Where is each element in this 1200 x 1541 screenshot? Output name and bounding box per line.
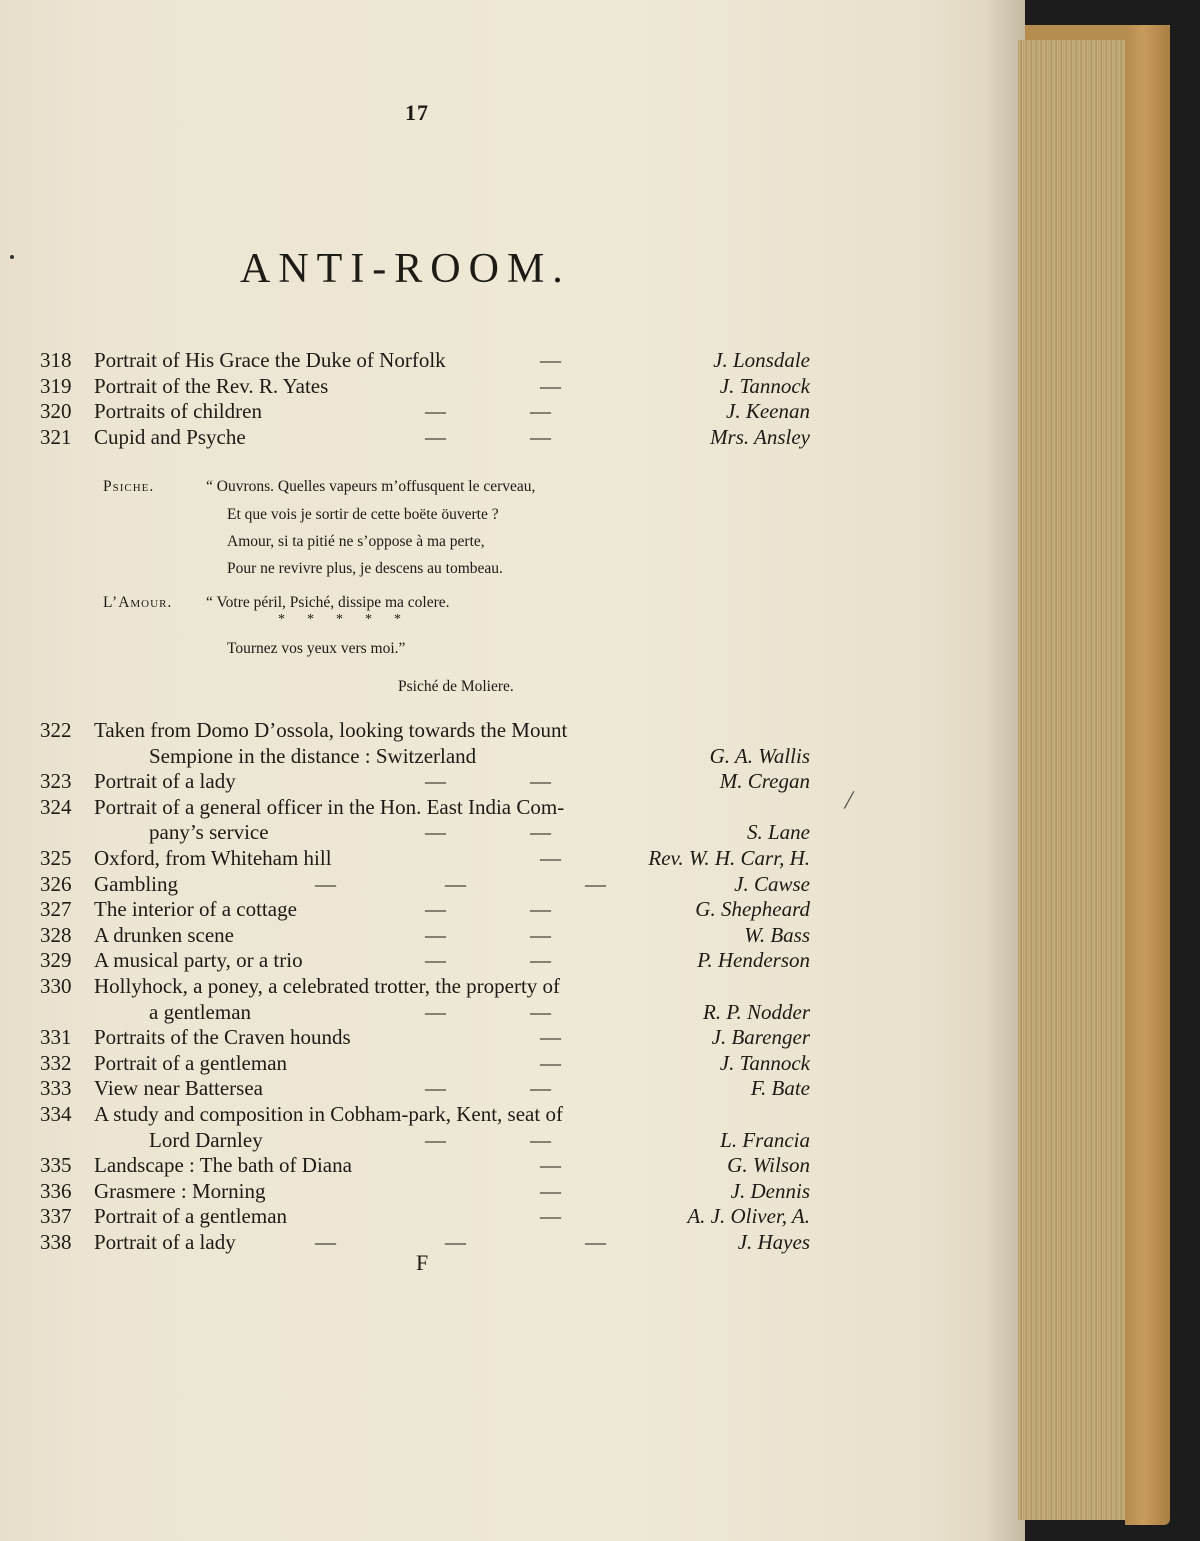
leader-dash: — (425, 922, 446, 947)
catalogue-entry (40, 744, 810, 770)
entry-number: 328 (40, 922, 72, 947)
entry-artist: F. Bate (750, 1076, 810, 1101)
entry-artist: W. Bass (744, 922, 810, 947)
leader-dash: — (530, 1076, 551, 1101)
entry-title: Portrait of a general officer in the Hon. East India Com- (94, 794, 565, 819)
entry-title: Portrait of a lady (94, 769, 236, 794)
entry-number: 325 (40, 845, 72, 870)
catalogue-entry (40, 820, 810, 846)
entry-artist: P. Henderson (697, 948, 810, 973)
entry-artist: M. Cregan (719, 769, 810, 794)
poem-line: Et que vois je sortir de cette boëte öuverte ? (227, 506, 499, 523)
leader-dash: — (530, 424, 551, 449)
leader-dash: — (530, 999, 551, 1024)
leader-dash: — (540, 1050, 561, 1075)
leader-dash: — (540, 1025, 561, 1050)
asterisk-ellipsis: ***** (278, 612, 423, 627)
entry-artist: A. J. Oliver, A. (687, 1204, 810, 1229)
entry-number: 331 (40, 1025, 72, 1050)
entry-title: A drunken scene (94, 922, 234, 947)
leader-dash: — (425, 948, 446, 973)
entry-title: Portrait of His Grace the Duke of Norfolk (94, 348, 446, 372)
catalogue-entry (40, 846, 810, 872)
leader-dash: — (530, 820, 551, 845)
section-title: ANTI-ROOM. (240, 246, 571, 292)
entry-artist: G. Shepheard (695, 897, 810, 922)
leader-dash: — (530, 897, 551, 922)
entry-title: Cupid and Psyche (94, 424, 246, 449)
catalogue-entry (40, 1025, 810, 1051)
entry-title: Landscape : The bath of Diana (94, 1153, 352, 1178)
catalogue-entry (40, 872, 810, 898)
catalogue-entry (40, 795, 810, 821)
page-number: 17 (405, 100, 429, 125)
entry-number: 329 (40, 948, 72, 973)
entry-artist: G. A. Wallis (709, 743, 810, 768)
entry-title: Gambling (94, 871, 178, 896)
entry-title: Grasmere : Morning (94, 1178, 266, 1203)
entry-number: 319 (40, 373, 72, 398)
entry-artist: J. Keenan (726, 399, 810, 424)
catalogue-entry (40, 974, 810, 1000)
entry-number: 326 (40, 871, 72, 896)
entry-number: 327 (40, 897, 72, 922)
entry-artist: Mrs. Ansley (710, 424, 810, 449)
poem-speaker: Psiche. (103, 478, 155, 495)
entry-number: 318 (40, 348, 72, 372)
catalogue-entry (40, 1102, 810, 1128)
leader-dash: — (540, 845, 561, 870)
poem-line: “ Ouvrons. Quelles vapeurs m’offusquent le cerveau, (206, 478, 536, 495)
poem-speaker: L’Amour. (103, 594, 173, 611)
margin-mark: / (842, 784, 856, 817)
entry-number: 321 (40, 424, 72, 449)
entry-title: Portrait of a lady (94, 1229, 236, 1254)
book-cover (1125, 25, 1170, 1525)
catalogue-entry (40, 1204, 810, 1230)
leader-dash: — (540, 348, 561, 372)
leader-dash: — (425, 820, 446, 845)
entry-number: 333 (40, 1076, 72, 1101)
leader-dash: — (425, 424, 446, 449)
leader-dash: — (425, 769, 446, 794)
entry-title: Portrait of a gentleman (94, 1050, 288, 1075)
leader-dash: — (315, 1229, 336, 1254)
entry-number: 332 (40, 1050, 72, 1075)
entry-number: 320 (40, 399, 72, 424)
entry-artist: Rev. W. H. Carr, H. (648, 845, 810, 870)
entry-artist: J. Dennis (730, 1178, 810, 1203)
catalogue-entry (40, 897, 810, 923)
poem-line: “ Votre péril, Psiché, dissipe ma colere. (206, 594, 450, 611)
leader-dash: — (425, 1127, 446, 1152)
leader-dash: — (445, 1229, 466, 1254)
page-fore-edge (1018, 40, 1130, 1520)
ink-dot (10, 255, 14, 259)
leader-dash: — (425, 399, 446, 424)
leader-dash: — (540, 1204, 561, 1229)
catalogue-entry (40, 1179, 810, 1205)
catalogue-entry (40, 718, 810, 744)
leader-dash: — (585, 871, 606, 896)
entry-artist: S. Lane (747, 820, 810, 845)
entry-number: 337 (40, 1204, 72, 1229)
entry-artist: J. Tannock (719, 373, 810, 398)
entry-title: Taken from Domo D’ossola, looking towards the Mount (94, 718, 568, 742)
catalogue-entry (40, 923, 810, 949)
entry-title: A study and composition in Cobham-park, Kent, seat of (94, 1101, 563, 1126)
poem-line: Pour ne revivre plus, je descens au tombeau. (227, 560, 503, 577)
entry-title: Lord Darnley (149, 1127, 263, 1152)
entry-title: The interior of a cottage (94, 897, 297, 922)
entry-title: Hollyhock, a poney, a celebrated trotter, the property of (94, 973, 561, 998)
entry-artist: J. Lonsdale (713, 348, 810, 372)
entry-title: Sempione in the distance : Switzerland (149, 743, 477, 768)
leader-dash: — (540, 1178, 561, 1203)
catalogue-list-b (40, 718, 810, 1255)
signature-mark: F (416, 1250, 429, 1275)
entry-artist: J. Barenger (711, 1025, 810, 1050)
catalogue-entry (40, 1128, 810, 1154)
leader-dash: — (425, 1076, 446, 1101)
entry-number: 334 (40, 1101, 72, 1126)
entry-number: 323 (40, 769, 72, 794)
leader-dash: — (540, 1153, 561, 1178)
entry-number: 324 (40, 794, 72, 819)
catalogue-entry (40, 1051, 810, 1077)
catalogue-entry (40, 425, 810, 451)
entry-title: A musical party, or a trio (94, 948, 303, 973)
poem-line: Tournez vos yeux vers moi.” (227, 640, 406, 657)
leader-dash: — (585, 1229, 606, 1254)
entry-title: View near Battersea (94, 1076, 263, 1101)
leader-dash: — (425, 897, 446, 922)
entry-number: 335 (40, 1153, 72, 1178)
entry-number: 338 (40, 1229, 72, 1254)
entry-title: pany’s service (149, 820, 269, 845)
leader-dash: — (445, 871, 466, 896)
catalogue-entry (40, 1000, 810, 1026)
catalogue-entry (40, 1076, 810, 1102)
entry-artist: G. Wilson (727, 1153, 810, 1178)
catalogue-entry (40, 374, 810, 400)
entry-title: Portraits of children (94, 399, 262, 424)
catalogue-entry (40, 1153, 810, 1179)
entry-artist: J. Hayes (737, 1229, 810, 1254)
entry-title: Portraits of the Craven hounds (94, 1025, 351, 1050)
catalogue-entry (40, 769, 810, 795)
entry-title: Portrait of the Rev. R. Yates (94, 373, 329, 398)
leader-dash: — (530, 769, 551, 794)
leader-dash: — (530, 922, 551, 947)
leader-dash: — (540, 373, 561, 398)
poem-line: Amour, si ta pitié ne s’oppose à ma perte, (227, 533, 485, 550)
poem-attribution: Psiché de Moliere. (398, 678, 514, 695)
entry-number: 336 (40, 1178, 72, 1203)
entry-title: a gentleman (149, 999, 252, 1024)
entry-artist: J. Cawse (734, 871, 810, 896)
catalogue-entry (40, 948, 810, 974)
entry-artist: J. Tannock (719, 1050, 810, 1075)
leader-dash: — (315, 871, 336, 896)
leader-dash: — (425, 999, 446, 1024)
entry-artist: R. P. Nodder (703, 999, 810, 1024)
catalogue-list-a (40, 348, 810, 450)
entry-artist: L. Francia (720, 1127, 810, 1152)
catalogue-entry (40, 399, 810, 425)
leader-dash: — (530, 948, 551, 973)
leader-dash: — (530, 399, 551, 424)
leader-dash: — (530, 1127, 551, 1152)
entry-number: 330 (40, 973, 72, 998)
entry-title: Portrait of a gentleman (94, 1204, 288, 1229)
entry-number: 322 (40, 718, 72, 742)
entry-title: Oxford, from Whiteham hill (94, 845, 332, 870)
catalogue-entry (40, 348, 810, 374)
